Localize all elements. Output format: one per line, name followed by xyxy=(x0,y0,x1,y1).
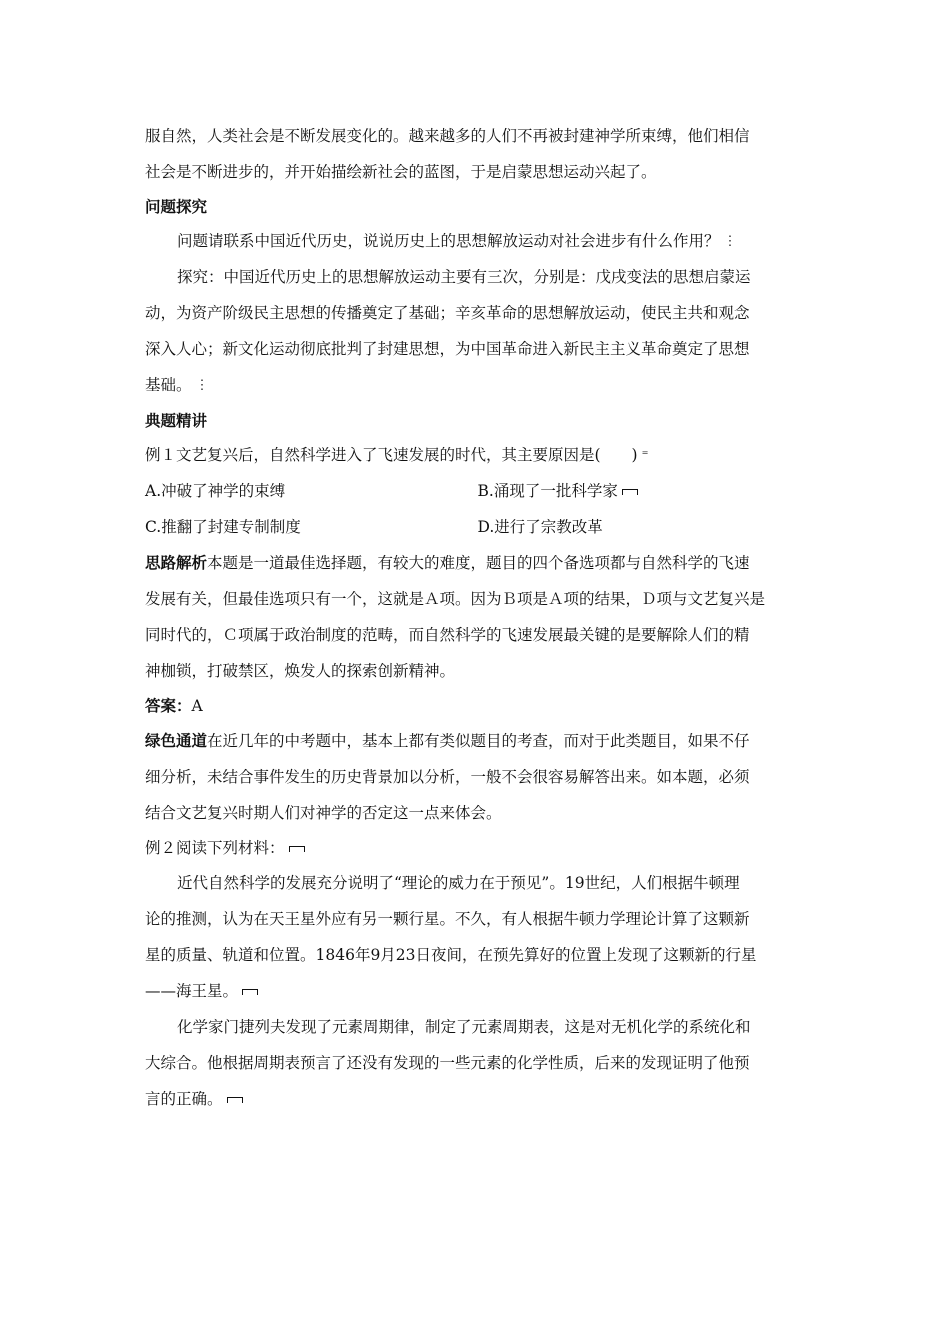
explore-line: 深入人心；新文化运动彻底批判了封建思想，为中国革命进入新民主主义革命奠定了思想 xyxy=(145,340,750,358)
text-line: 服自然，人类社会是不断发展变化的。越来越多的人们不再被封建神学所束缚，他们相信 xyxy=(145,127,750,145)
explore-line: 动，为资产阶级民主思想的传播奠定了基础；辛亥革命的思想解放运动，使民主共和观念 xyxy=(145,304,750,322)
example-2-heading xyxy=(145,831,810,865)
green-channel-line xyxy=(145,723,810,759)
example-2-text: 例２阅读下列材料： xyxy=(145,839,285,857)
text-line: 社会是不断进步的，并开始描绘新社会的蓝图，于是启蒙思想运动兴起了。 xyxy=(145,163,657,181)
paragraph-mark-icon xyxy=(242,989,258,995)
material-line: 大综合。他根据周期表预言了还没有发现的一些元素的化学性质，后来的发现证明了他预 xyxy=(145,1054,750,1072)
dots-mark-icon: ⋮ xyxy=(195,378,209,393)
section-heading-inquiry: 问题探究 xyxy=(145,198,208,216)
document-body xyxy=(145,118,810,1117)
analysis-text: 本题是一道最佳选择题，有较大的难度，题目的四个备选项都与自然科学的飞速 xyxy=(207,554,750,572)
answer-label: 答案： xyxy=(145,697,192,715)
material-line: 星的质量、轨道和位置。1846年9月23日夜间，在预先算好的位置上发现了这颗新的行星 xyxy=(145,946,757,964)
analysis-line: 同时代的，Ｃ项属于政治制度的范畴，而自然科学的飞速发展最关键的是要解除人们的精 xyxy=(145,626,750,644)
options-row xyxy=(145,509,810,545)
dots-mark-icon: ⋮ xyxy=(723,234,737,249)
paragraph-mark-icon xyxy=(227,1097,243,1103)
material-line xyxy=(145,1081,810,1117)
analysis-line: 发展有关，但最佳选项只有一个，这就是Ａ项。因为Ｂ项是Ａ项的结果，Ｄ项与文艺复兴是 xyxy=(145,590,766,608)
paragraph-mark-icon xyxy=(289,846,305,852)
example-1-text: 例１文艺复兴后，自然科学进入了飞速发展的时代，其主要原因是( ) xyxy=(145,446,638,464)
analysis-label: 思路解析 xyxy=(145,554,208,572)
option-a: A.冲破了神学的束缚 xyxy=(145,482,286,500)
answer-line xyxy=(145,689,810,723)
question-line xyxy=(145,224,810,259)
option-c: C.推翻了封建专制制度 xyxy=(145,518,301,536)
material-line: 论的推测，认为在天王星外应有另一颗行星。不久，有人根据牛顿力学理论计算了这颗新 xyxy=(145,910,750,928)
example-1-question xyxy=(145,438,810,473)
material-text: ——海王星。 xyxy=(145,982,239,1000)
analysis-line: 神枷锁，打破禁区，焕发人的探索创新精神。 xyxy=(145,662,456,680)
material-line xyxy=(145,973,810,1009)
analysis-line xyxy=(145,545,810,581)
explore-line xyxy=(145,367,810,404)
option-d: D.进行了宗教改革 xyxy=(477,518,603,536)
options-row xyxy=(145,473,810,509)
explore-line: 探究：中国近代历史上的思想解放运动主要有三次，分别是：戊戌变法的思想启蒙运 xyxy=(177,268,751,286)
option-b-text: B.涌现了一批科学家 xyxy=(477,482,618,500)
option-b xyxy=(478,473,811,509)
paragraph-mark-icon xyxy=(622,489,638,495)
material-line: 化学家门捷列夫发现了元素周期律，制定了元素周期表，这是对无机化学的系统化和 xyxy=(177,1018,751,1036)
green-channel-line: 细分析，未结合事件发生的历史背景加以分析，一般不会很容易解答出来。如本题，必须 xyxy=(145,768,750,786)
eq-mark-icon: ⁼ xyxy=(641,448,649,463)
material-text: 言的正确。 xyxy=(145,1090,223,1108)
section-heading-examples: 典题精讲 xyxy=(145,412,208,430)
material-line: 近代自然科学的发展充分说明了“理论的威力在于预见”。19世纪，人们根据牛顿理 xyxy=(177,874,740,892)
green-channel-label: 绿色通道 xyxy=(145,732,208,750)
green-channel-line: 结合文艺复兴时期人们对神学的否定这一点来体会。 xyxy=(145,804,502,822)
question-text: 问题请联系中国近代历史，说说历史上的思想解放运动对社会进步有什么作用？ xyxy=(177,232,720,250)
answer-value: A xyxy=(191,697,203,715)
explore-text: 基础。 xyxy=(145,376,192,394)
green-channel-text: 在近几年的中考题中，基本上都有类似题目的考查，而对于此类题目，如果不仔 xyxy=(207,732,750,750)
